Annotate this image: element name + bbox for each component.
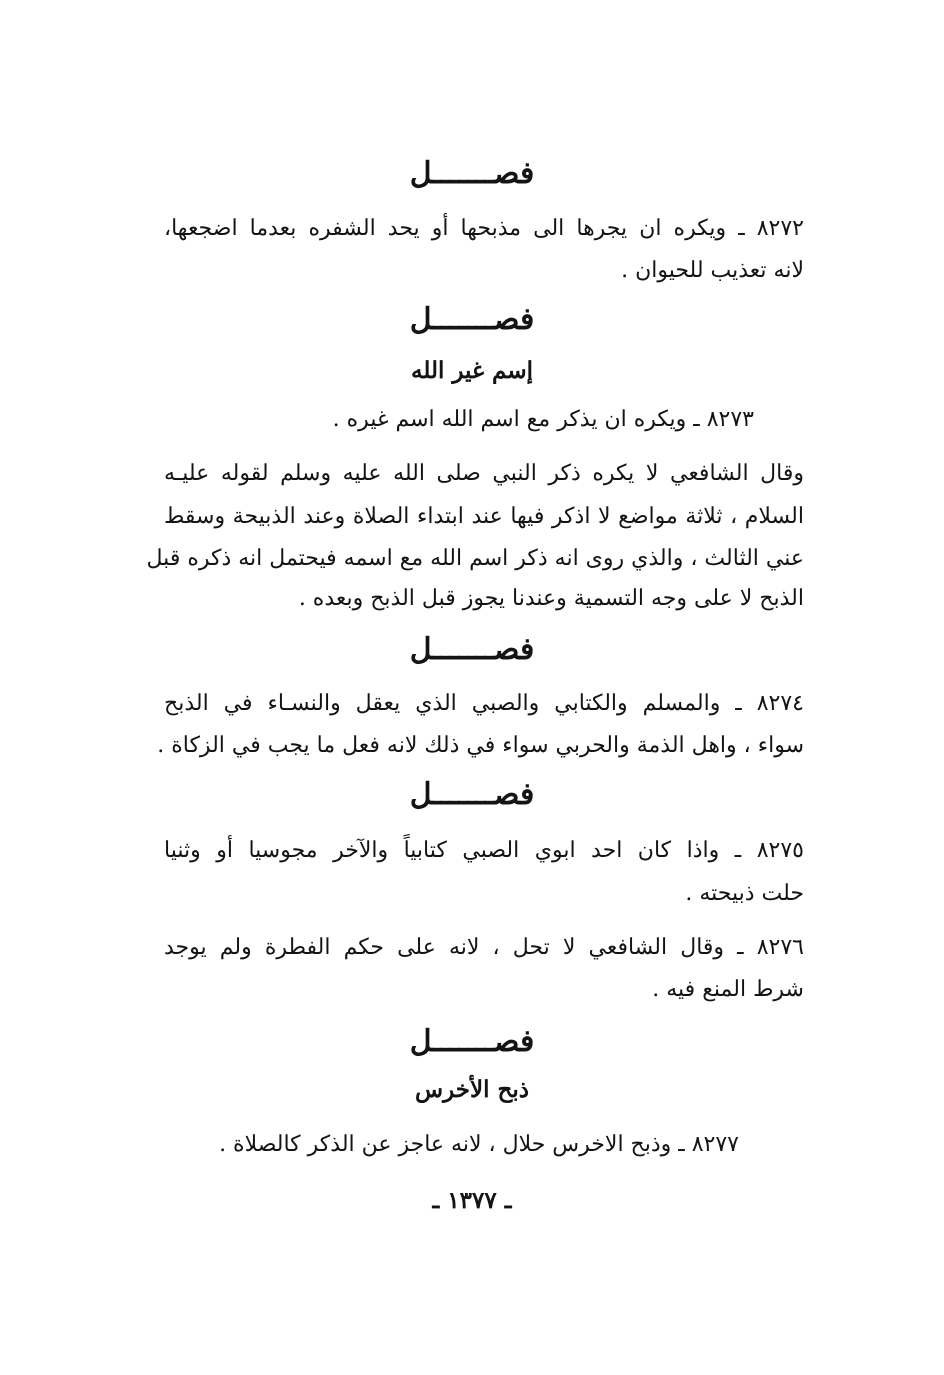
paragraph-line: ٨٢٧٦ ـ وقال الشافعي لا تحل ، لانه على حكم الفطرة ولم يوجد — [164, 935, 804, 960]
paragraph-line: ٨٢٧٥ ـ واذا كان احد ابوي الصبي كتابياً والآخر مجوسيا أو وثنيا — [164, 838, 804, 863]
paragraph-line: ٨٢٧٤ ـ والمسلم والكتابي والصبي الذي يعقل والنسـاء في الذبح — [164, 691, 804, 716]
section-heading: فصـــــــل — [409, 777, 535, 812]
section-heading: فصـــــــل — [409, 1024, 535, 1059]
paragraph-line: الذبح لا على وجه التسمية وعندنا يجوز قبل الذبح وبعده . — [298, 586, 804, 611]
paragraph-line: شرط المنع فيه . — [652, 977, 804, 1002]
paragraph-line: عني الثالث ، والذي روى انه ذكر اسم الله مع اسمه فيحتمل انه ذكره قبل — [146, 546, 804, 571]
paragraph-line: حلت ذبيحته . — [685, 881, 804, 906]
section-heading: فصـــــــل — [409, 156, 535, 191]
paragraph-line: السلام ، ثلاثة مواضع لا اذكر فيها عند ابتداء الصلاة وعند الذبيحة وسقط — [164, 504, 804, 529]
section-heading: فصـــــــل — [409, 302, 535, 337]
section-subheading: ذبح الأخرس — [415, 1076, 529, 1103]
paragraph-line: ٨٢٧٣ ـ ويكره ان يذكر مع اسم الله اسم غيره . — [332, 407, 754, 432]
paragraph-line: لانه تعذيب للحيوان . — [621, 258, 804, 283]
section-subheading: إسم غير الله — [411, 357, 533, 384]
page-number: ـ ١٣٧٧ ـ — [432, 1187, 512, 1214]
paragraph-line: وقال الشافعي لا يكره ذكر النبي صلى الله عليه وسلم لقوله عليـه — [164, 461, 804, 486]
section-heading: فصـــــــل — [409, 632, 535, 667]
paragraph-line: ٨٢٧٧ ـ وذبح الاخرس حلال ، لانه عاجز عن الذكر كالصلاة . — [219, 1132, 739, 1157]
paragraph-line: ٨٢٧٢ ـ ويكره ان يجرها الى مذبحها أو يحد الشفره بعدما اضجعها، — [164, 216, 804, 241]
paragraph-line: سواء ، واهل الذمة والحربي سواء في ذلك لانه فعل ما يجب في الزكاة . — [157, 733, 804, 758]
